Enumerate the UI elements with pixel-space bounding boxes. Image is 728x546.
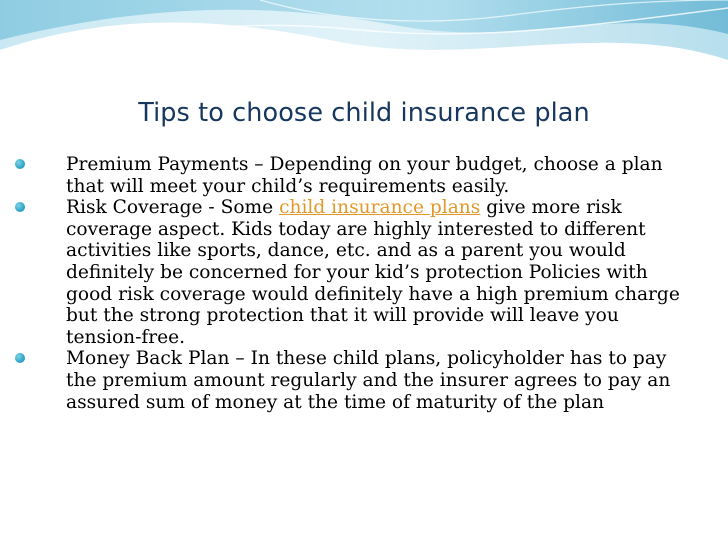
bullet-text-before-link: Risk Coverage - Some — [66, 197, 280, 219]
header-wave-decoration — [0, 0, 728, 92]
bullet-item-risk-coverage — [14, 197, 694, 348]
bullet-text — [14, 197, 694, 348]
child-insurance-plans-link[interactable]: child insurance plans — [279, 197, 481, 219]
bullet-list — [14, 154, 694, 413]
bullet-text-after-link: give more risk coverage aspect. Kids today are highly interested to different activities like sports, dance, etc. and as a parent you would definitely be concerned for your kid’s protection Policies with good risk coverage would definitely have a high premium charge but the strong protection that it will provide will leave you tension-free. — [66, 197, 680, 348]
bullet-text: Premium Payments – Depending on your budget, choose a plan that will meet your child’s requirements easily. — [66, 154, 663, 197]
bullet-item-premium-payments — [14, 154, 694, 197]
bullet-text: Money Back Plan – In these child plans, policyholder has to pay the premium amount regularly and the insurer agrees to pay an assured sum of money at the time of maturity of the plan — [66, 348, 671, 413]
slide-title: Tips to choose child insurance plan — [138, 98, 590, 128]
round-bullet-icon — [15, 159, 25, 169]
bullet-item-money-back-plan — [14, 348, 694, 413]
